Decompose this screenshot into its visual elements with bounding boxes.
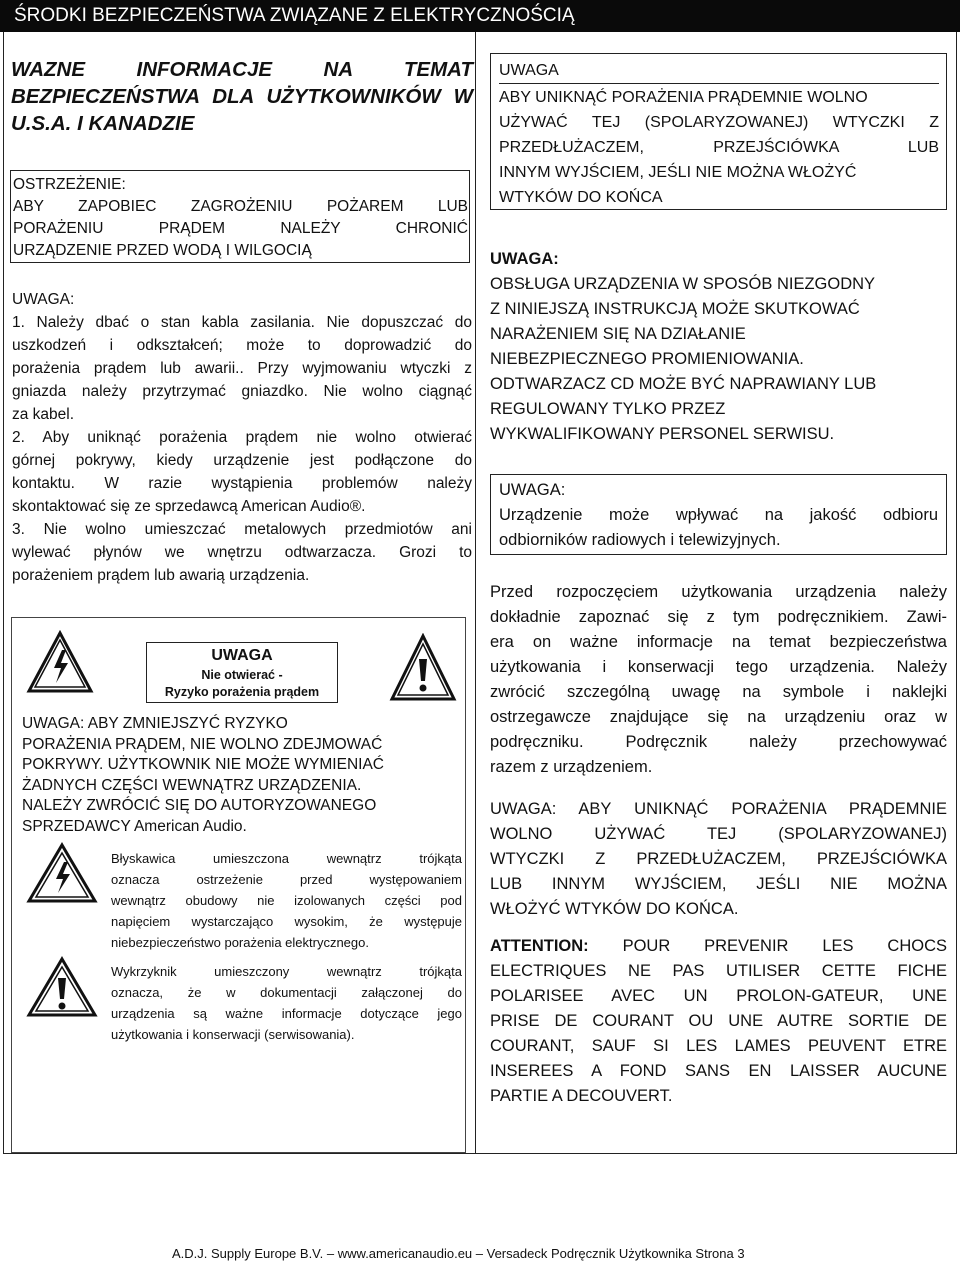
box-line: ABY UNIKNĄĆ PORAŻENIA PRĄDEMNIE WOLNO	[499, 89, 868, 106]
intro-paragraph	[490, 580, 947, 780]
laser-line: ODTWARZACZ CD MOŻE BYĆ NAPRAWIANY LUB	[490, 375, 877, 393]
uwaga-heading: UWAGA:	[12, 291, 75, 308]
attention-line: ELECTRIQUES NE PAS UTILISER CETTE FICHE	[490, 962, 947, 980]
laser-line: NARAŻENIEM SIĘ NA DZIAŁANIE	[490, 325, 746, 343]
exclamation-description	[111, 961, 462, 1045]
desc-line: napięciem wystarczająco wysokim, że występuje	[111, 914, 462, 929]
plug-line: WTYCZKI Z PRZEDŁUŻACZEM, PRZEJŚCIÓWKA	[490, 850, 947, 868]
column-divider	[475, 32, 476, 1154]
section-header	[0, 0, 960, 32]
box-line: Urządzenie może wpływać na jakość odbioru	[499, 506, 938, 524]
laser-line: OBSŁUGA URZĄDZENIA W SPOSÓB NIEZGODNY	[490, 275, 876, 293]
warn-line: NALEŻY ZWRÓCIĆ SIĘ DO AUTORYZOWANEGO	[22, 797, 377, 814]
attention-line: COURANT, SAUF SI LES LAMES PEUVENT ETRE	[490, 1037, 947, 1055]
desc-line: wewnątrz obudowy nie izolowanych części pod	[111, 893, 462, 908]
item-line: 1. Należy dbać o stan kabla zasilania. Nie dopuszczać do	[12, 314, 472, 331]
footer-website-link[interactable]: www.americanaudio.eu	[337, 1246, 473, 1261]
attention-line: PARTIE A DECOUVERT.	[490, 1087, 673, 1105]
attention-line	[490, 934, 947, 959]
item-line: gniazda należy przytrzymać gniazdko. Nie wolno ciągnąć	[12, 383, 472, 400]
item-line: wylewać płynów we wnętrzu odtwarzacza. Grozi to	[12, 544, 472, 561]
plug-line: UWAGA: ABY UNIKNĄĆ PORAŻENIA PRĄDEMNIE	[490, 800, 947, 818]
laser-line: WYKWALIFIKOWANY PERSONEL SERWISU.	[490, 425, 835, 443]
plug-line: WOLNO UŻYWAĆ TEJ (SPOLARYZOWANEJ)	[490, 825, 947, 843]
item-line: za kabel.	[12, 406, 75, 423]
attention-label: ATTENTION:	[490, 937, 589, 955]
intro-line: zwrócić szczególną uwagę na symbole i naklejki	[490, 683, 947, 701]
attention-paragraph	[490, 934, 947, 1109]
laser-warning	[490, 272, 947, 447]
title-line: U.S.A. I KANADZIE	[11, 112, 195, 135]
plug-line: LUB INNYM WYJŚCIEM, JEŚLI NIE MOŻNA	[490, 875, 947, 893]
desc-line: Błyskawica umieszczona wewnątrz trójkąta	[111, 851, 462, 866]
warning-line: PORAŻENIU PRĄDEM NALEŻY CHRONIĆ	[13, 220, 468, 237]
lightning-triangle-icon	[26, 630, 94, 694]
item-3	[12, 518, 472, 587]
item-1	[12, 311, 472, 426]
plug-line: WŁOŻYĆ WTYKÓW DO KOŃCA.	[490, 900, 739, 918]
intro-line: dokładnie zapoznać się z tym podręcznikiem. Zawi-	[490, 608, 947, 626]
intro-line: Przed rozpoczęciem użytkowania urządzenia należy	[490, 583, 947, 601]
warn-line: PORAŻENIA PRĄDEM, NIE WOLNO ZDEJMOWAĆ	[22, 735, 383, 753]
desc-line: oznacza ostrzeżenie przed występowaniem	[111, 872, 462, 887]
desc-line: urządzenia są ważne informacje dotyczące jego	[111, 1006, 462, 1021]
intro-line: razem z urządzeniem.	[490, 758, 653, 776]
warning-line: ABY ZAPOBIEC ZAGROŻENIU POŻAREM LUB	[13, 198, 468, 215]
box-title: UWAGA	[499, 58, 939, 84]
intro-line: ostrzegawcze znajdujące się na urządzeniu oraz w	[490, 708, 947, 726]
box-line: UŻYWAĆ TEJ (SPOLARYZOWANEJ) WTYCZKI Z	[499, 114, 939, 131]
label-line: Nie otwierać -	[201, 668, 283, 682]
item-line: skontaktować się ze sprzedawcą American Audio®.	[12, 498, 366, 515]
cover-removal-warning	[22, 714, 462, 837]
attention-line: INSEREES A FOND SANS EN LAISSER AUCUNE	[490, 1062, 947, 1080]
exclamation-symbol-icon	[26, 956, 98, 1018]
attention-line: PRISE DE COURANT OU UNE AUTRE SORTIE DE	[490, 1012, 947, 1030]
desc-line: niebezpieczeństwo porażenia elektrycznego.	[111, 935, 369, 950]
warning-line: URZĄDZENIE PRZED WODĄ I WILGOCIĄ	[13, 242, 312, 259]
item-line: porażenia prądem lub awarii.. Przy wyjmowaniu wtyczki z	[12, 360, 472, 377]
item-2	[12, 426, 472, 518]
footer-company: A.D.J. Supply Europe B.V. –	[172, 1246, 335, 1261]
polarized-plug-box	[490, 53, 947, 210]
box-line: PRZEDŁUŻACZEM, PRZEJŚCIÓWKA LUB	[499, 139, 939, 156]
item-line: górnej pokrywy, kiedy urządzenie jest podłączone do	[12, 452, 472, 469]
laser-line: Z NINIEJSZĄ INSTRUKCJĄ MOŻE SKUTKOWAĆ	[490, 300, 860, 318]
plug-warning-paragraph	[490, 797, 947, 922]
lightning-symbol-icon	[26, 842, 98, 904]
box-title: UWAGA:	[499, 481, 566, 499]
page-footer	[172, 1246, 745, 1262]
lightning-description	[111, 848, 462, 953]
warning-line: OSTRZEŻENIE:	[13, 176, 126, 193]
do-not-open-label	[146, 642, 338, 703]
label-title: UWAGA	[211, 647, 273, 664]
intro-line: podręczniku. Podręcznik należy przechowywać	[490, 733, 947, 751]
warn-line: SPRZEDAWCY American Audio.	[22, 817, 247, 835]
desc-line: użytkowania i konserwacji (serwisowania).	[111, 1027, 355, 1042]
item-line: porażeniem prądem lub awarią urządzenia.	[12, 567, 310, 584]
footer-page-info: – Versadeck Podręcznik Użytkownika Strona 3	[475, 1246, 745, 1261]
box-line: INNYM WYJŚCIEM, JEŚLI NIE MOŻNA WŁOŻYĆ	[499, 164, 857, 181]
attention-line: POLARISEE AVEC UN PROLON-GATEUR, UNE	[490, 987, 947, 1005]
intro-line: era on ważne informacje na temat bezpieczeństwa	[490, 633, 947, 651]
fire-warning-box	[10, 170, 470, 263]
title-line: WAZNE INFORMACJE NA TEMAT	[11, 58, 473, 81]
laser-line: REGULOWANY TYLKO PRZEZ	[490, 400, 726, 418]
us-canada-safety-title	[11, 56, 473, 137]
box-line: odbiorników radiowych i telewizyjnych.	[499, 531, 781, 549]
item-line: 2. Aby uniknąć porażenia prądem nie wolno otwierać	[12, 429, 472, 446]
label-line: Ryzyko porażenia prądem	[164, 685, 320, 699]
desc-line: oznacza, że w dokumentacji załączonej do	[111, 985, 462, 1000]
desc-line: Wykrzyknik umieszczony wewnątrz trójkąta	[111, 964, 462, 979]
item-line: uszkodzeń i odkształceń; może to doprowadzić do	[12, 337, 472, 354]
item-line: 3. Nie wolno umieszczać metalowych przedmiotów ani	[12, 521, 472, 538]
attention-text: POUR PREVENIR LES CHOCS	[588, 937, 947, 955]
section-title: ŚRODKI BEZPIECZEŃSTWA ZWIĄZANE Z ELEKTRYCZNOŚCIĄ	[14, 5, 575, 26]
intro-line: użytkowania i konserwacji tego urządzenia. Należy	[490, 658, 947, 676]
laser-heading: UWAGA:	[490, 250, 559, 268]
item-line: kontaktu. W razie wystąpienia problemów należy	[12, 475, 472, 492]
box-line: WTYKÓW DO KOŃCA	[499, 189, 663, 206]
exclamation-triangle-icon	[389, 633, 457, 703]
warn-line: UWAGA: ABY ZMNIEJSZYĆ RYZYKO	[22, 715, 288, 732]
radio-interference-box	[490, 474, 947, 555]
warn-line: POKRYWY. UŻYTKOWNIK NIE MOŻE WYMIENIAĆ	[22, 756, 384, 773]
warn-line: ŻADNYCH CZĘŚCI WEWNĄTRZ URZĄDZENIA.	[22, 776, 362, 794]
laser-line: NIEBEZPIECZNEGO PROMIENIOWANIA.	[490, 350, 804, 368]
title-line: BEZPIECZEŃSTWA DLA UŻYTKOWNIKÓW W	[11, 85, 473, 108]
